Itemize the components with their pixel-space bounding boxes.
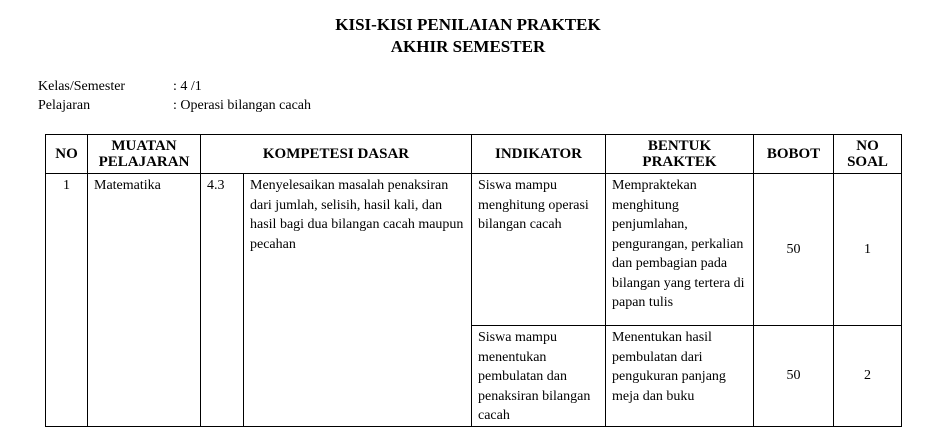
pelajaran-label: Pelajaran	[38, 98, 91, 113]
header-indikator: INDIKATOR	[472, 135, 606, 174]
header-bentuk-praktek	[606, 135, 754, 174]
indikator-cell: Siswa mampu menghitung operasi bilangan cacah	[472, 174, 606, 326]
kd-number-cell: 4.3	[201, 174, 244, 427]
header-kompetensi-dasar: KOMPETESI DASAR	[201, 135, 472, 174]
bentuk-praktek-cell: Mempraktekan menghitung penjumlahan, pengurangan, perkalian dan pembagian pada bilangan yang tertera di papan tulis	[606, 174, 754, 326]
header-nosoal-line1: NO	[856, 138, 879, 154]
kelas-value: : 4 /1	[173, 79, 202, 94]
header-nosoal-line2: SOAL	[847, 154, 888, 170]
bobot-cell: 50	[754, 174, 834, 326]
header-bentuk-line2: PRAKTEK	[642, 154, 717, 170]
header-no: NO	[46, 135, 88, 174]
table-header-row	[46, 135, 902, 174]
header-muatan-line2: PELAJARAN	[98, 154, 190, 170]
document-title: KISI-KISI PENILAIAN PRAKTEK	[335, 15, 601, 34]
assessment-grid-table	[45, 134, 902, 427]
header-muatan-line1: MUATAN	[111, 138, 177, 154]
bobot-cell: 50	[754, 326, 834, 427]
no-soal-cell: 1	[834, 174, 902, 326]
pelajaran-value: : Operasi bilangan cacah	[173, 98, 311, 113]
bentuk-praktek-cell: Menentukan hasil pembulatan dari pengukuran panjang meja dan buku	[606, 326, 754, 427]
muatan-cell: Matematika	[88, 174, 201, 427]
indikator-cell: Siswa mampu menentukan pembulatan dan penaksiran bilangan cacah	[472, 326, 606, 427]
document-subtitle: AKHIR SEMESTER	[390, 37, 546, 56]
header-muatan	[88, 135, 201, 174]
row-no-cell: 1	[46, 174, 88, 427]
header-bentuk-line1: BENTUK	[647, 138, 712, 154]
header-no-soal	[834, 135, 902, 174]
header-bobot: BOBOT	[754, 135, 834, 174]
kd-text-cell: Menyelesaikan masalah penaksiran dari jumlah, selisih, hasil kali, dan hasil bagi dua bilangan cacah maupun pecahan	[244, 174, 472, 427]
kelas-label: Kelas/Semester	[38, 79, 126, 94]
table-row	[46, 174, 902, 326]
no-soal-cell: 2	[834, 326, 902, 427]
